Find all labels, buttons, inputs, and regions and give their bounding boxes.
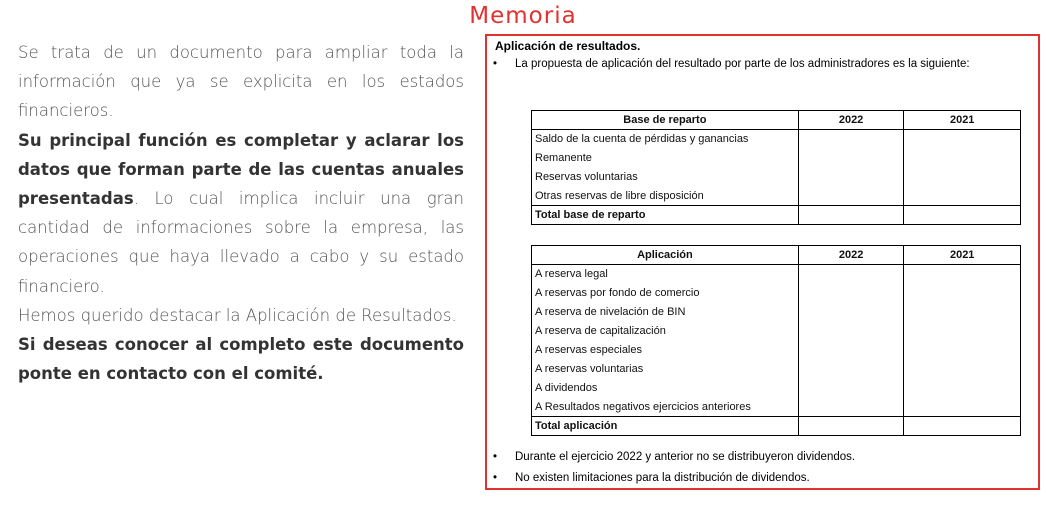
paragraph-intro: Se trata de un documento para ampliar toda la información que ya se explicita en los estados financieros.: [18, 43, 464, 121]
cell-2022: [798, 168, 904, 187]
cell-2022: [798, 130, 904, 149]
document-excerpt: [485, 34, 1040, 490]
cell-2022: [798, 379, 904, 398]
table-total-row: [532, 417, 1021, 436]
bullet-icon: •: [493, 451, 498, 463]
contact-cta: Si deseas conocer al completo este documento ponte en contacto con el comité.: [18, 335, 464, 384]
table-header: 2022: [798, 111, 904, 130]
table-row: [532, 187, 1021, 206]
cell-2022: [798, 284, 904, 303]
cell-2022: [798, 341, 904, 360]
cell-2021: [904, 265, 1021, 284]
cell-2022: [798, 303, 904, 322]
row-label: A reservas voluntarias: [532, 360, 799, 379]
row-label: A reserva legal: [532, 265, 799, 284]
row-label: Saldo de la cuenta de pérdidas y ganancias: [532, 130, 799, 149]
note-limitations: No existen limitaciones para la distribución de dividendos.: [515, 472, 810, 484]
doc-heading: Aplicación de resultados.: [495, 39, 641, 53]
cell-2022: [798, 206, 904, 225]
base-reparto-table: [531, 110, 1021, 225]
description-text: [18, 38, 464, 388]
table-header: 2021: [904, 111, 1021, 130]
table-header: 2022: [798, 246, 904, 265]
cell-2021: [904, 341, 1021, 360]
row-label: A reservas especiales: [532, 341, 799, 360]
table-row: [532, 168, 1021, 187]
cell-2022: [798, 360, 904, 379]
cell-2021: [904, 187, 1021, 206]
table-row: [532, 379, 1021, 398]
cell-2021: [904, 284, 1021, 303]
table-row: [532, 265, 1021, 284]
table-row: [532, 341, 1021, 360]
cell-2022: [798, 187, 904, 206]
cell-2022: [798, 417, 904, 436]
row-label: Reservas voluntarias: [532, 168, 799, 187]
aplicacion-table: [531, 245, 1021, 436]
paragraph-highlight: Hemos querido destacar la Aplicación de Resultados.: [18, 305, 457, 325]
table-row: [532, 284, 1021, 303]
bullet-icon: •: [493, 472, 498, 484]
intro-bullet: [493, 58, 970, 70]
function-highlight: Su principal función es completar y aclarar los datos que forman parte de las cuentas anuales presentadas: [18, 130, 464, 209]
function-detail: . Lo cual implica incluir una gran cantidad de informaciones sobre la empresa, las operaciones que haya llevado a cabo y su estado financiero.: [18, 189, 464, 296]
row-label: A dividendos: [532, 379, 799, 398]
cell-2021: [904, 322, 1021, 341]
table-row: [532, 130, 1021, 149]
row-label: Remanente: [532, 149, 799, 168]
cell-2021: [904, 206, 1021, 225]
table-total-row: [532, 206, 1021, 225]
total-label: Total aplicación: [532, 417, 799, 436]
cell-2022: [798, 149, 904, 168]
cell-2021: [904, 379, 1021, 398]
table-header: Base de reparto: [532, 111, 799, 130]
bullet-icon: •: [493, 58, 498, 70]
cell-2021: [904, 398, 1021, 417]
note-bullet: [493, 451, 855, 463]
cell-2021: [904, 149, 1021, 168]
row-label: A Resultados negativos ejercicios anteriores: [532, 398, 799, 417]
row-label: A reserva de nivelación de BIN: [532, 303, 799, 322]
cell-2021: [904, 130, 1021, 149]
table-row: [532, 149, 1021, 168]
cell-2021: [904, 168, 1021, 187]
table-row: [532, 322, 1021, 341]
cell-2021: [904, 360, 1021, 379]
row-label: A reserva de capitalización: [532, 322, 799, 341]
cell-2022: [798, 398, 904, 417]
cell-2022: [798, 265, 904, 284]
paragraph-function: [18, 126, 464, 301]
intro-text: La propuesta de aplicación del resultado por parte de los administradores es la siguiente:: [515, 58, 970, 70]
cell-2021: [904, 417, 1021, 436]
total-label: Total base de reparto: [532, 206, 799, 225]
table-header: 2021: [904, 246, 1021, 265]
cell-2021: [904, 303, 1021, 322]
table-header: Aplicación: [532, 246, 799, 265]
cell-2022: [798, 322, 904, 341]
table-row: [532, 360, 1021, 379]
row-label: Otras reservas de libre disposición: [532, 187, 799, 206]
table-row: [532, 303, 1021, 322]
table-row: [532, 398, 1021, 417]
note-bullet: [493, 472, 810, 484]
note-dividends: Durante el ejercicio 2022 y anterior no se distribuyeron dividendos.: [515, 451, 856, 463]
page-title: Memoria: [469, 3, 577, 29]
row-label: A reservas por fondo de comercio: [532, 284, 799, 303]
